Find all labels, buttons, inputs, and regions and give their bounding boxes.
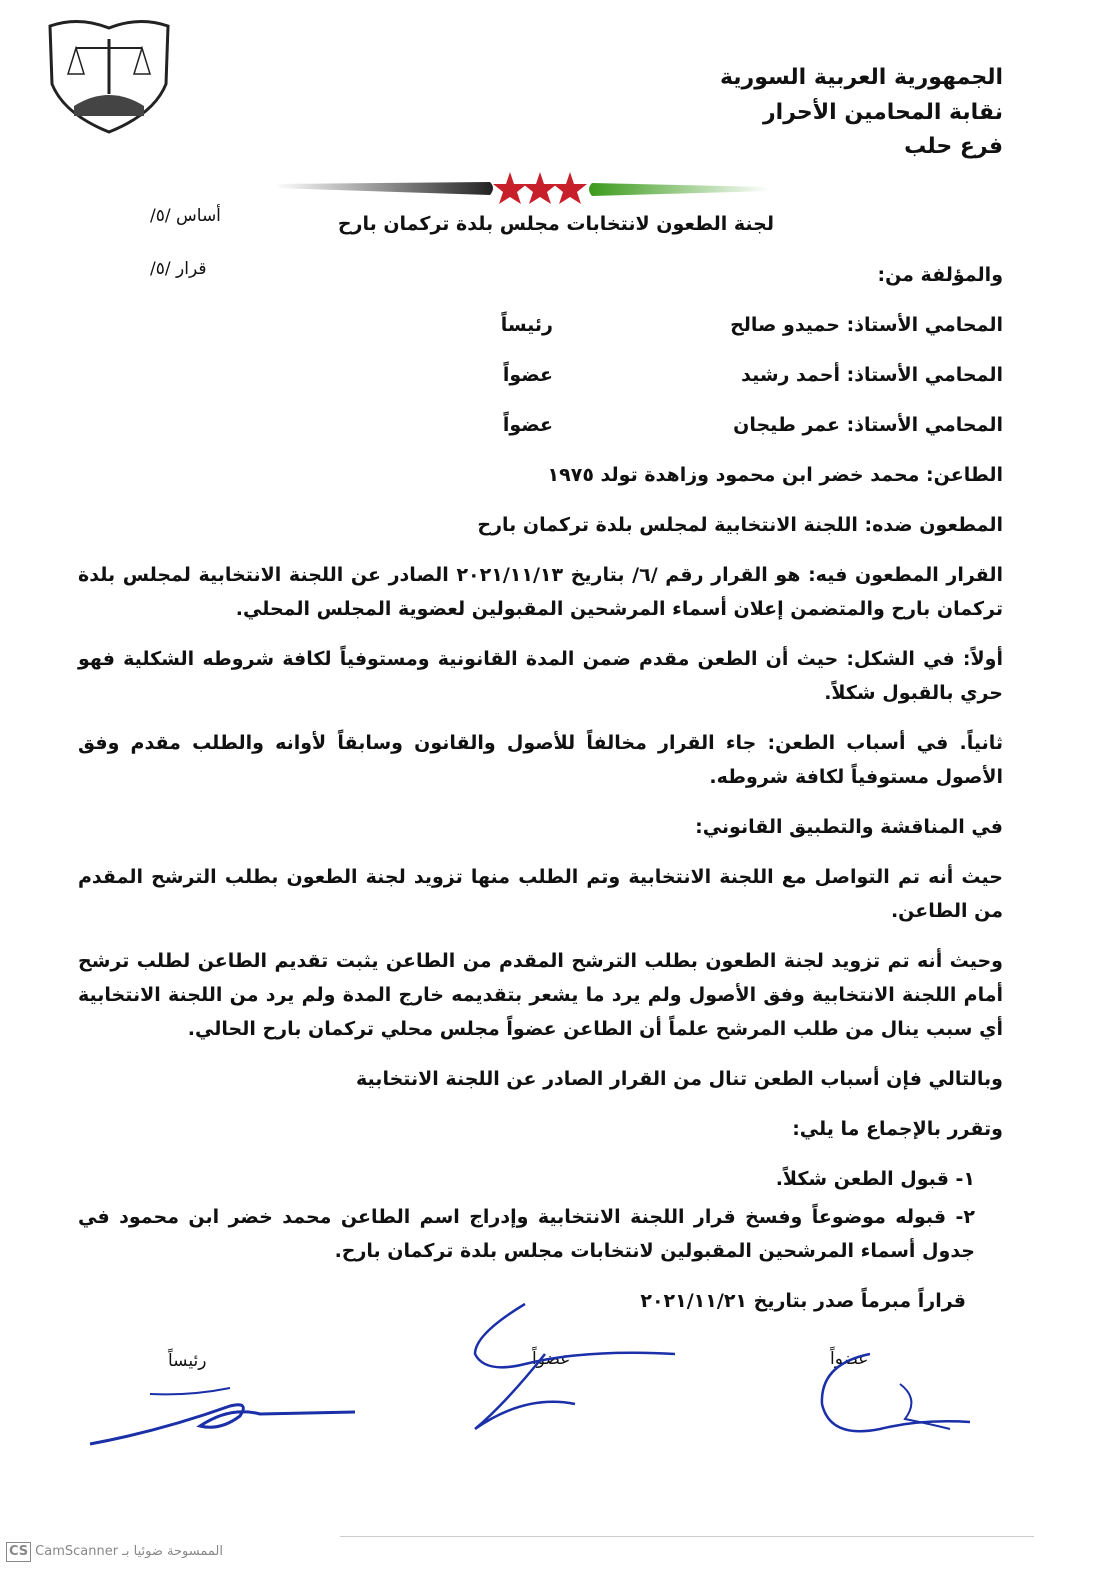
discussion-line: المرشح علماً أن الطاعن عضواً مجلس محلي تركمان بارح الحالي. bbox=[187, 1018, 787, 1040]
signature-member bbox=[810, 1344, 980, 1444]
signature-member bbox=[465, 1294, 685, 1439]
member-role: عضواً bbox=[502, 414, 553, 436]
decision-number: قرار /٥/ bbox=[150, 259, 207, 279]
divider bbox=[340, 1536, 1034, 1537]
footer bbox=[0, 1534, 1094, 1574]
form-section bbox=[78, 642, 1003, 710]
contested-decision-cont: بارح والمتضمن إعلان أسماء المرشحين المقبولين لعضوية المجلس المحلي. bbox=[235, 598, 931, 620]
grounds-section-cont: لكافة شروطه. bbox=[709, 766, 845, 788]
grounds-section bbox=[78, 726, 1003, 794]
contested-decision-line: القرار المطعون فيه: هو القرار رقم /٦/ بتاريخ ٢٠٢١/١١/١٣ الصادر عن اللجنة الانتخابية لمجلس بلدة تركمان bbox=[78, 564, 1003, 620]
discussion-title: في المناقشة والتطبيق القانوني: bbox=[695, 816, 1003, 838]
member-name: المحامي الأستاذ: حميدو صالح bbox=[730, 314, 1003, 336]
respondent: المطعون ضده: اللجنة الانتخابية لمجلس بلدة تركمان بارح bbox=[477, 514, 1003, 536]
signature-label-chair: رئيساً bbox=[168, 1351, 207, 1371]
decision-item-cont: المرشحين المقبولين لانتخابات مجلس بلدة تركمان بارح. bbox=[334, 1240, 854, 1262]
scanned-with-label: الممسوحة ضوئيا بـ bbox=[122, 1544, 223, 1559]
signatures-area bbox=[78, 1334, 1003, 1534]
member-row bbox=[78, 408, 1003, 442]
syndicate-name: نقابة المحامين الأحرار bbox=[762, 100, 1003, 125]
camscanner-icon: CS bbox=[6, 1542, 31, 1562]
country-name: الجمهورية العربية السورية bbox=[719, 65, 1003, 90]
member-name: المحامي الأستاذ: عمر طيجان bbox=[733, 414, 1003, 436]
decision-item-line: ٢- قبوله موضوعاً وفسخ قرار اللجنة الانتخابية وإدراج اسم الطاعن محمد خضر ابن محمود في جدول أسماء bbox=[78, 1206, 975, 1262]
discussion-paragraph bbox=[78, 944, 1003, 1046]
member-name: المحامي الأستاذ: أحمد رشيد bbox=[741, 364, 1003, 386]
member-role: رئيساً bbox=[500, 314, 553, 336]
composition-label: والمؤلفة من: bbox=[877, 264, 1003, 286]
signature-label-member: عضواً bbox=[830, 1349, 869, 1369]
camscanner-label: CamScanner bbox=[35, 1544, 119, 1559]
basis-number: أساس /٥/ bbox=[150, 206, 221, 226]
grounds-section-line: ثانياً. في أسباب الطعن: جاء القرار مخالفاً للأصول والقانون وسابقاً لأوانه والطلب مقدم وفق الأصول مستوفياً bbox=[78, 732, 1003, 788]
discussion-paragraph: حيث أنه تم التواصل مع اللجنة الانتخابية وتم الطلب منها تزويد لجنة الطعون بطلب الترشح المقدم من الطاعن. bbox=[78, 866, 1003, 922]
form-section-cont: شكلاً. bbox=[824, 682, 876, 704]
appellant: الطاعن: محمد خضر ابن محمود وزاهدة تولد ١٩٧٥ bbox=[547, 464, 1003, 486]
discussion-line: الانتخابية وفق الأصول ولم يرد ما يشعر بتقديمه خارج المدة ولم يرد من اللجنة الانتخابية أي سبب ينال من طلب bbox=[78, 984, 1003, 1040]
final-date: قراراً مبرماً صدر بتاريخ ٢٠٢١/١١/٢١ bbox=[640, 1290, 966, 1312]
conclusion-paragraph: وبالتالي فإن أسباب الطعن تنال من القرار الصادر عن اللجنة الانتخابية bbox=[356, 1068, 1003, 1090]
decision-item bbox=[78, 1200, 1003, 1268]
decision-item: ١- قبول الطعن شكلاً. bbox=[775, 1168, 975, 1190]
member-role: عضواً bbox=[502, 364, 553, 386]
decision-intro: وتقرر بالإجماع ما يلي: bbox=[792, 1118, 1003, 1140]
member-row bbox=[78, 308, 1003, 342]
discussion-line: وحيث أنه تم تزويد لجنة الطعون بطلب الترشح المقدم من الطاعن يثبت تقديم الطاعن لطلب ترشح أمام اللجنة bbox=[78, 950, 1003, 1006]
member-row bbox=[78, 358, 1003, 392]
form-section-line: أولاً: في الشكل: حيث أن الطعن مقدم ضمن المدة القانونية ومستوفياً لكافة شروطه الشكلية فهو حري بالقبول bbox=[78, 648, 1003, 704]
signature-label-member: عضواً bbox=[532, 1349, 571, 1369]
committee-title: لجنة الطعون لانتخابات مجلس بلدة تركمان بارح bbox=[337, 213, 774, 235]
contested-decision bbox=[78, 558, 1003, 626]
signature-chair bbox=[80, 1376, 370, 1456]
camscanner-watermark bbox=[6, 1542, 223, 1562]
branch-name: فرع حلب bbox=[904, 134, 1003, 159]
